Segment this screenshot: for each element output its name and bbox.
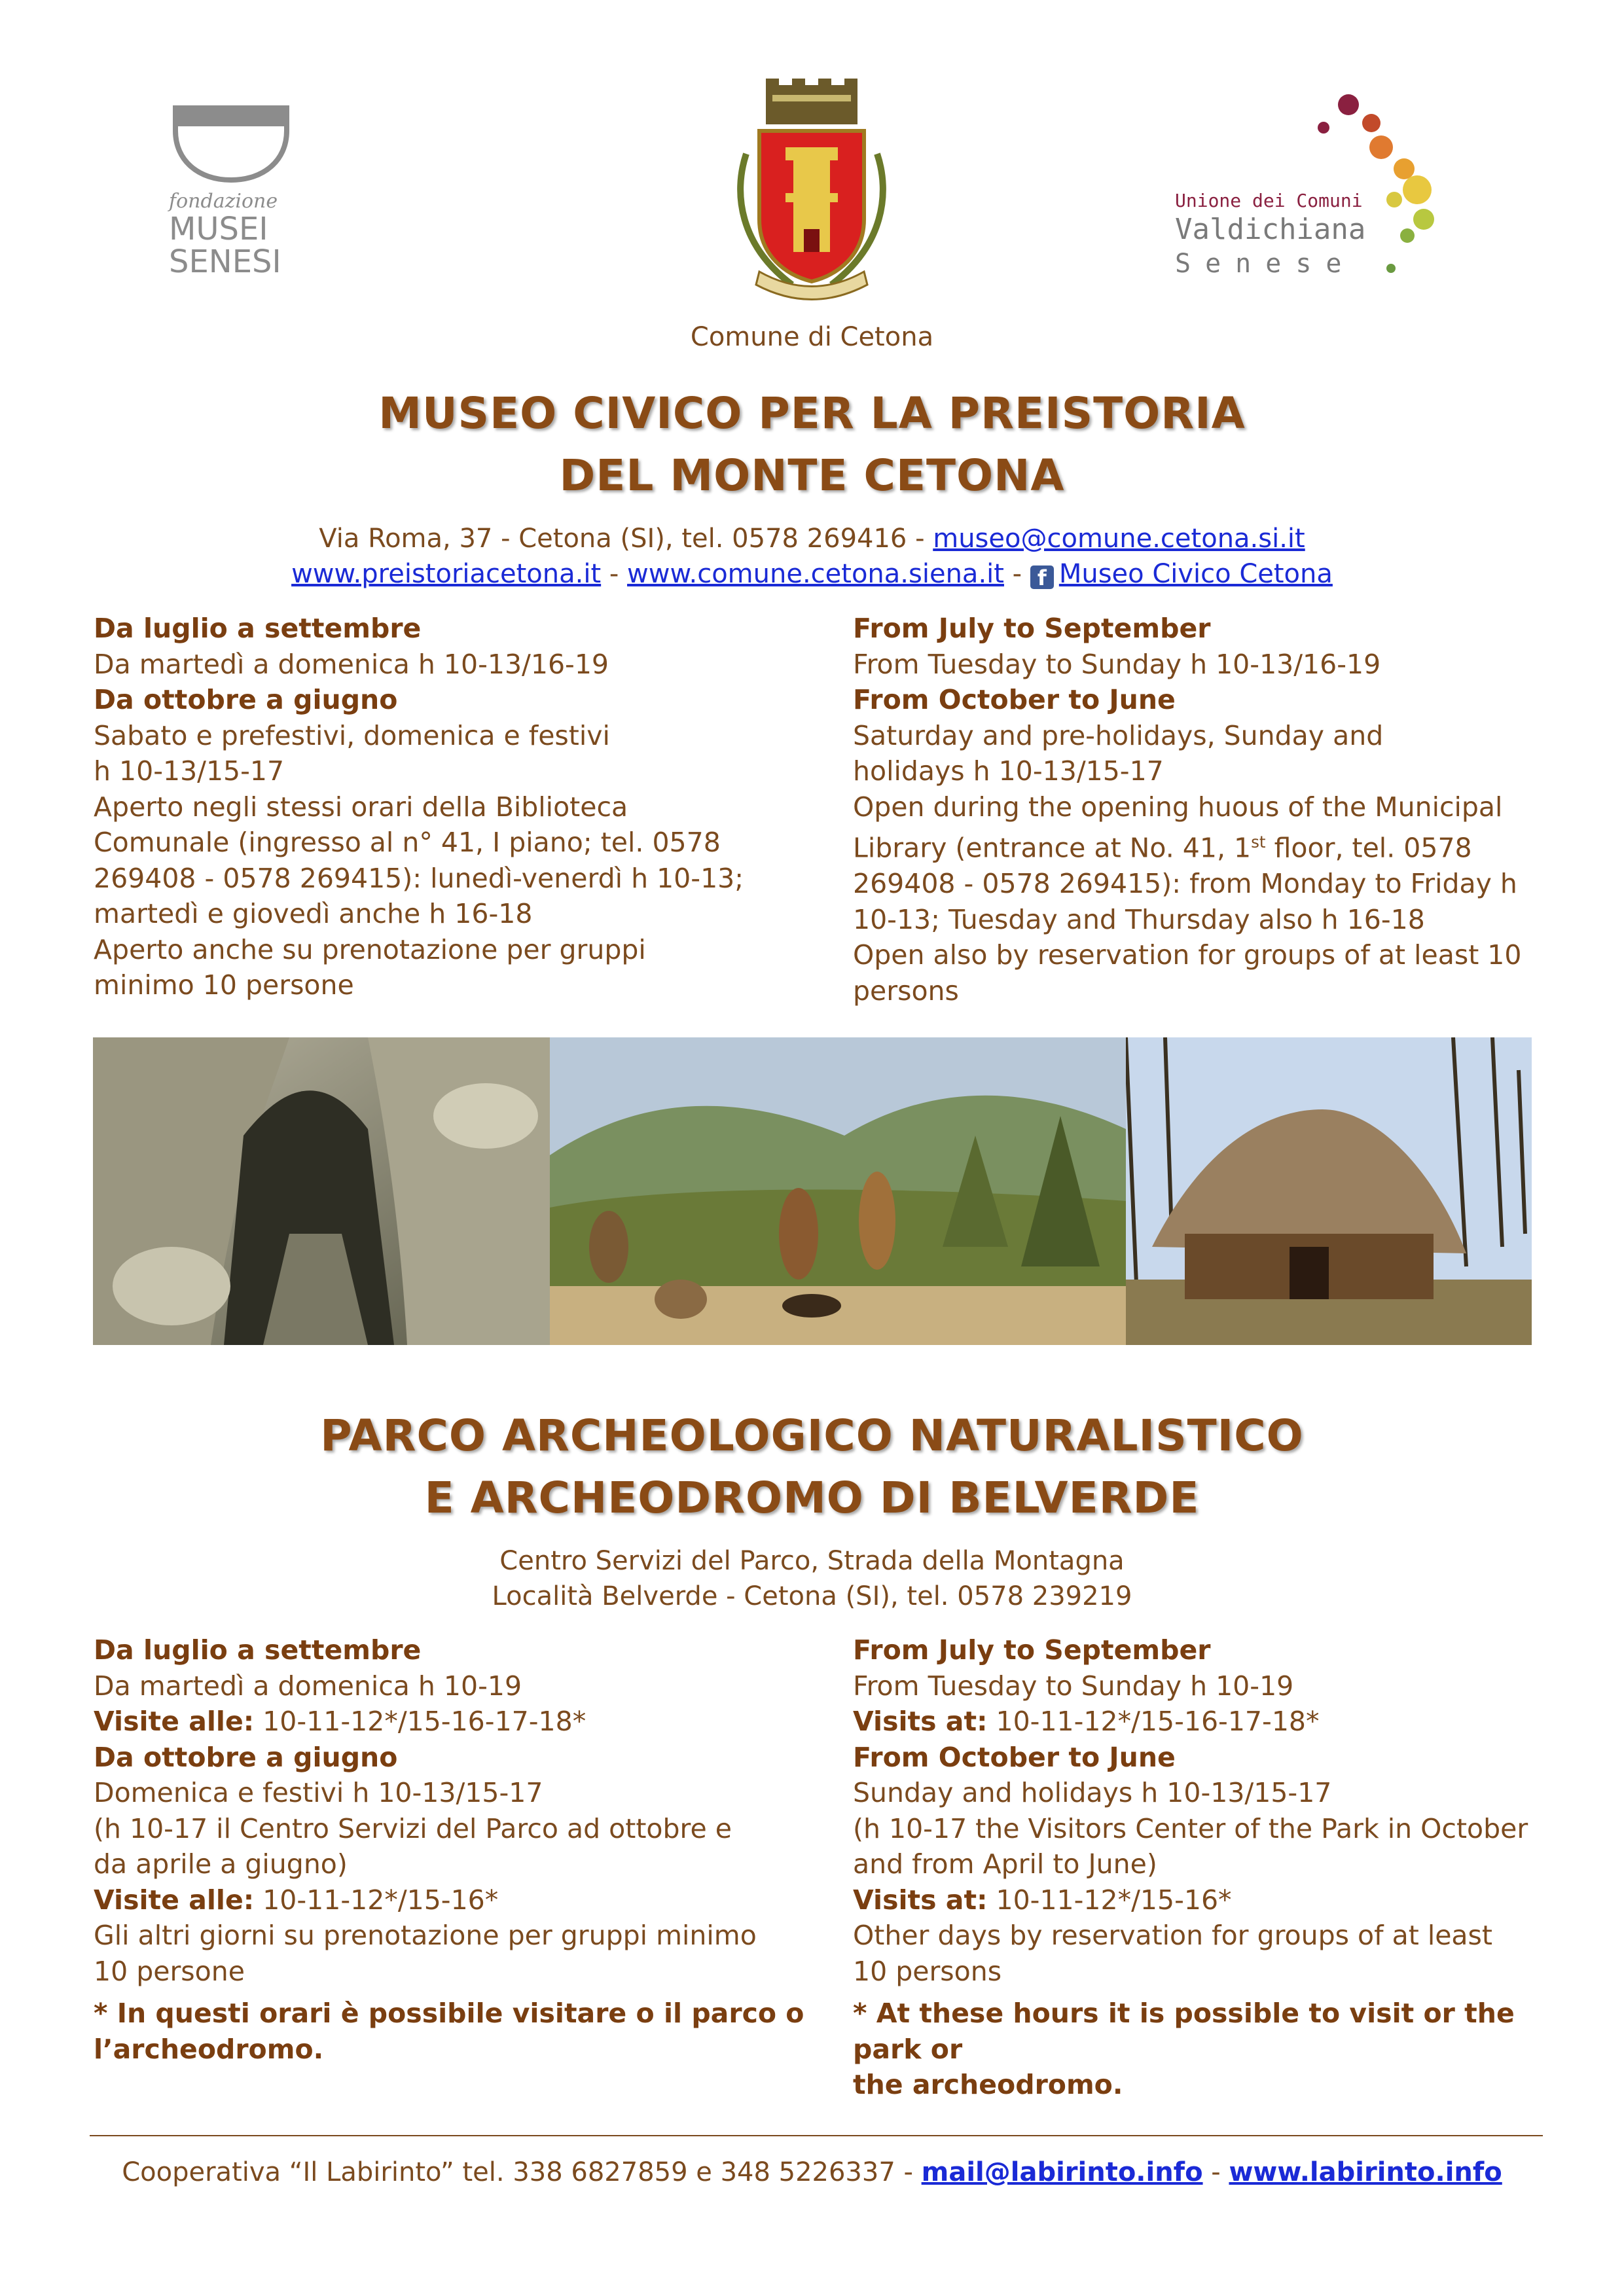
- facebook-icon: f: [1030, 565, 1054, 589]
- text-line: martedì e giovedì anche h 16-18: [94, 898, 533, 929]
- museum-address-text: Via Roma, 37 - Cetona (SI), tel. 0578 269416 -: [319, 524, 933, 554]
- comune-label: Comune di Cetona: [690, 322, 934, 352]
- note-line: the archeodromo.: [853, 2069, 1123, 2100]
- text-line: (h 10-17 the Visitors Center of the Park in October: [853, 1812, 1528, 1844]
- heading: Da ottobre a giugno: [94, 684, 398, 715]
- heading: Da luglio a settembre: [94, 613, 422, 644]
- museum-address: [0, 521, 1624, 556]
- text-line: [94, 1882, 814, 1918]
- visits-times: 10-11-12*/15-16*: [987, 1884, 1232, 1916]
- logo-right-line3: Senese: [1175, 249, 1356, 279]
- museum-title-line1: MUSEO CIVICO PER LA PREISTORIA: [378, 388, 1246, 439]
- text-line: 10 persone: [94, 1955, 245, 1987]
- text-line: holidays h 10-13/15-17: [853, 755, 1164, 787]
- museum-links: [0, 556, 1624, 592]
- text-part: floor, tel. 0578: [1265, 832, 1472, 864]
- separator: -: [1202, 2157, 1229, 2187]
- text-line: Open also by reservation for groups of at least 10: [853, 939, 1522, 971]
- visits-label: Visits at:: [853, 1884, 988, 1916]
- footer-site-link[interactable]: www.labirinto.info: [1229, 2157, 1502, 2187]
- text-line: Sunday and holidays h 10-13/15-17: [853, 1777, 1332, 1808]
- footer: [0, 2157, 1624, 2187]
- museum-email-link[interactable]: museo@comune.cetona.si.it: [933, 524, 1305, 554]
- note: [94, 1996, 814, 2067]
- logo-left-line3: SENESI: [169, 243, 281, 280]
- text-line: From Tuesday to Sunday h 10-19: [853, 1670, 1294, 1702]
- text-part: Library (entrance at No. 41, 1: [853, 832, 1252, 864]
- text-line: From Tuesday to Sunday h 10-13/16-19: [853, 648, 1381, 680]
- text-line: da aprile a giugno): [94, 1848, 348, 1880]
- text-line: Other days by reservation for groups of at least: [853, 1920, 1492, 1951]
- separator: -: [1003, 559, 1030, 589]
- logo-right-line1: Unione dei Comuni: [1175, 190, 1363, 211]
- text-line: Da martedì a domenica h 10-13/16-19: [94, 648, 609, 680]
- text-line: Comunale (ingresso al n° 41, I piano; tel. 0578: [94, 827, 721, 858]
- photo-diorama: [550, 1037, 1126, 1345]
- text-line: [853, 825, 1586, 866]
- note-line: l’archeodromo.: [94, 2033, 324, 2065]
- park-hours-italian: [94, 1632, 814, 2067]
- museum-title-line2: DEL MONTE CETONA: [559, 450, 1065, 501]
- logo-unione-comuni-valdichiana: [1175, 92, 1450, 288]
- park-title-line2: E ARCHEODROMO DI BELVERDE: [424, 1473, 1200, 1523]
- photo-hut: [1126, 1037, 1532, 1345]
- text-line: [94, 1704, 814, 1740]
- visits-times: 10-11-12*/15-16-17-18*: [254, 1706, 586, 1737]
- park-address-line1: Centro Servizi del Parco, Strada della Montagna: [499, 1546, 1125, 1576]
- text-line: persons: [853, 975, 959, 1007]
- visits-times: 10-11-12*/15-16-17-18*: [987, 1706, 1320, 1737]
- logo-left-line2: MUSEI: [169, 211, 268, 247]
- text-line: Aperto anche su prenotazione per gruppi: [94, 933, 646, 965]
- facebook-link[interactable]: Museo Civico Cetona: [1058, 559, 1333, 589]
- coat-of-arms-cetona: [720, 75, 903, 311]
- text-line: Aperto negli stessi orari della Biblioteca: [94, 791, 628, 823]
- visits-times: 10-11-12*/15-16*: [254, 1884, 499, 1916]
- heading: From July to September: [853, 1634, 1211, 1666]
- heading: Da ottobre a giugno: [94, 1741, 398, 1773]
- text-line: Gli altri giorni su prenotazione per gruppi minimo: [94, 1920, 757, 1951]
- footer-divider: [90, 2135, 1543, 2136]
- park-hours-english: [853, 1632, 1586, 2103]
- museum-hours-italian: [94, 611, 814, 1003]
- park-title-line1: PARCO ARCHEOLOGICO NATURALISTICO: [320, 1410, 1304, 1461]
- footer-text: Cooperativa “Il Labirinto” tel. 338 6827859 e 348 5226337 -: [122, 2157, 922, 2187]
- superscript: st: [1251, 833, 1266, 852]
- visits-label: Visite alle:: [94, 1706, 255, 1737]
- photo-cave: [93, 1037, 550, 1345]
- museum-site-link-1[interactable]: www.preistoriacetona.it: [291, 559, 602, 589]
- text-line: 10-13; Tuesday and Thursday also h 16-18: [853, 903, 1425, 935]
- footer-email-link[interactable]: mail@labirinto.info: [921, 2157, 1203, 2187]
- separator: -: [601, 559, 628, 589]
- museum-hours-english: [853, 611, 1586, 1009]
- heading: From October to June: [853, 1741, 1176, 1773]
- text-line: (h 10-17 il Centro Servizi del Parco ad ottobre e: [94, 1812, 732, 1844]
- visits-label: Visits at:: [853, 1706, 988, 1737]
- visits-label: Visite alle:: [94, 1884, 255, 1916]
- text-line: [853, 1704, 1586, 1740]
- note-line: * At these hours it is possible to visit or the park or: [853, 1998, 1515, 2065]
- text-line: Sabato e prefestivi, domenica e festivi: [94, 719, 610, 751]
- text-line: 269408 - 0578 269415): from Monday to Friday h: [853, 868, 1517, 900]
- text-line: Domenica e festivi h 10-13/15-17: [94, 1777, 543, 1808]
- text-line: Open during the opening huous of the Municipal: [853, 791, 1503, 823]
- note-line: * In questi orari è possibile visitare o il parco o: [94, 1998, 804, 2029]
- text-line: [853, 1882, 1586, 1918]
- text-line: 269408 - 0578 269415): lunedì-venerdì h 10-13;: [94, 862, 744, 894]
- museum-site-link-2[interactable]: www.comune.cetona.siena.it: [627, 559, 1004, 589]
- logo-right-line2: Valdichiana: [1175, 213, 1366, 246]
- cup-icon: [169, 105, 293, 183]
- logo-left-line1: fondazione: [169, 190, 278, 213]
- note: [853, 1996, 1586, 2103]
- heading: From July to September: [853, 613, 1211, 644]
- text-line: h 10-13/15-17: [94, 755, 285, 787]
- logo-fondazione-musei-senesi: [169, 105, 300, 288]
- park-address-line2: Località Belverde - Cetona (SI), tel. 0578 239219: [492, 1581, 1132, 1611]
- text-line: 10 persons: [853, 1955, 1002, 1987]
- text-line: minimo 10 persone: [94, 969, 354, 1001]
- text-line: Saturday and pre-holidays, Sunday and: [853, 719, 1384, 751]
- heading: Da luglio a settembre: [94, 1634, 422, 1666]
- text-line: Da martedì a domenica h 10-19: [94, 1670, 522, 1702]
- text-line: and from April to June): [853, 1848, 1157, 1880]
- heading: From October to June: [853, 684, 1176, 715]
